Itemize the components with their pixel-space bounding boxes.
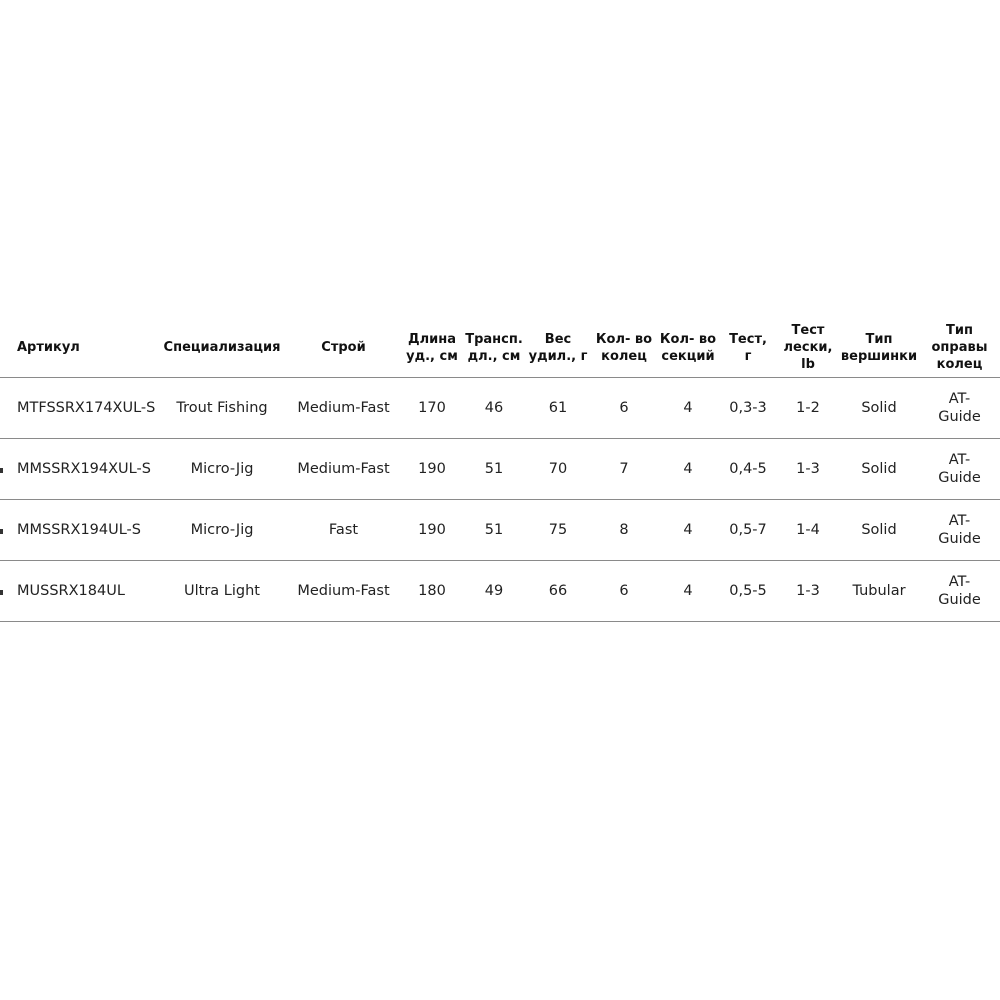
cell-line-test: 1-3 [796, 583, 820, 599]
cell-guides-count: 7 [619, 461, 629, 477]
edge-mark [0, 468, 3, 473]
cell-action: Medium-Fast [297, 461, 390, 477]
cell-line-test: 1-2 [796, 400, 820, 416]
cell-tip-type: Solid [861, 522, 897, 538]
cell-sections-count: 4 [683, 461, 693, 477]
header-article: Артикул [17, 340, 80, 355]
cell-length: 190 [418, 522, 446, 538]
header-transport-length: Трансп. дл., см [465, 331, 523, 364]
cell-tip-type: Tubular [852, 583, 906, 599]
rod-spec-table [0, 318, 1000, 622]
cell-weight: 75 [548, 522, 568, 538]
header-guide-frame-type: Тип оправы колец [931, 323, 988, 372]
header-tip-type: Тип вершинки [840, 331, 918, 364]
cell-guide-frame-type: AT- Guide [938, 574, 981, 608]
cell-guides-count: 8 [619, 522, 629, 538]
header-specialization: Специализация [163, 340, 281, 355]
table-row [0, 500, 1000, 561]
cell-article: MMSSRX194UL-S [17, 522, 141, 538]
cell-guide-frame-type: AT- Guide [938, 391, 981, 425]
cell-line-test: 1-4 [796, 522, 820, 538]
header-action: Строй [321, 340, 366, 355]
header-weight: Вес удил., г [528, 331, 588, 364]
cell-guide-frame-type: AT- Guide [938, 452, 981, 486]
cell-article: MTFSSRX174XUL-S [17, 400, 156, 416]
cell-sections-count: 4 [683, 522, 693, 538]
cell-line-test: 1-3 [796, 461, 820, 477]
cell-weight: 66 [548, 583, 568, 599]
cell-sections-count: 4 [683, 400, 693, 416]
table-row [0, 439, 1000, 500]
cell-action: Medium-Fast [297, 583, 390, 599]
cell-article: MMSSRX194XUL-S [17, 461, 151, 477]
cell-article: MUSSRX184UL [17, 583, 125, 599]
cell-guides-count: 6 [619, 583, 629, 599]
cell-specialization: Micro-Jig [190, 461, 254, 477]
cell-transport-length: 51 [484, 461, 504, 477]
header-length: Длина уд., см [406, 331, 458, 364]
cell-specialization: Ultra Light [184, 583, 260, 599]
cell-weight: 61 [548, 400, 568, 416]
cell-specialization: Micro-Jig [190, 522, 254, 538]
edge-mark [0, 590, 3, 595]
cell-guides-count: 6 [619, 400, 629, 416]
cell-casting-weight: 0,5-5 [729, 583, 767, 599]
table-header-row [0, 318, 1000, 378]
cell-sections-count: 4 [683, 583, 693, 599]
edge-mark [0, 529, 3, 534]
cell-transport-length: 49 [484, 583, 504, 599]
cell-action: Fast [328, 522, 359, 538]
cell-casting-weight: 0,3-3 [729, 400, 767, 416]
cell-guide-frame-type: AT- Guide [938, 513, 981, 547]
cell-length: 170 [418, 400, 446, 416]
cell-action: Medium-Fast [297, 400, 390, 416]
header-casting-weight: Тест, г [729, 331, 767, 364]
cell-transport-length: 51 [484, 522, 504, 538]
cell-tip-type: Solid [861, 461, 897, 477]
cell-casting-weight: 0,5-7 [729, 522, 767, 538]
cell-tip-type: Solid [861, 400, 897, 416]
cell-length: 190 [418, 461, 446, 477]
cell-length: 180 [418, 583, 446, 599]
cell-weight: 70 [548, 461, 568, 477]
table-row [0, 561, 1000, 622]
header-line-test: Тест лески, lb [783, 323, 833, 372]
header-sections-count: Кол- во секций [659, 331, 717, 364]
cell-transport-length: 46 [484, 400, 504, 416]
cell-casting-weight: 0,4-5 [729, 461, 767, 477]
table-row [0, 378, 1000, 439]
header-guides-count: Кол- во колец [595, 331, 653, 364]
cell-specialization: Trout Fishing [176, 400, 268, 416]
